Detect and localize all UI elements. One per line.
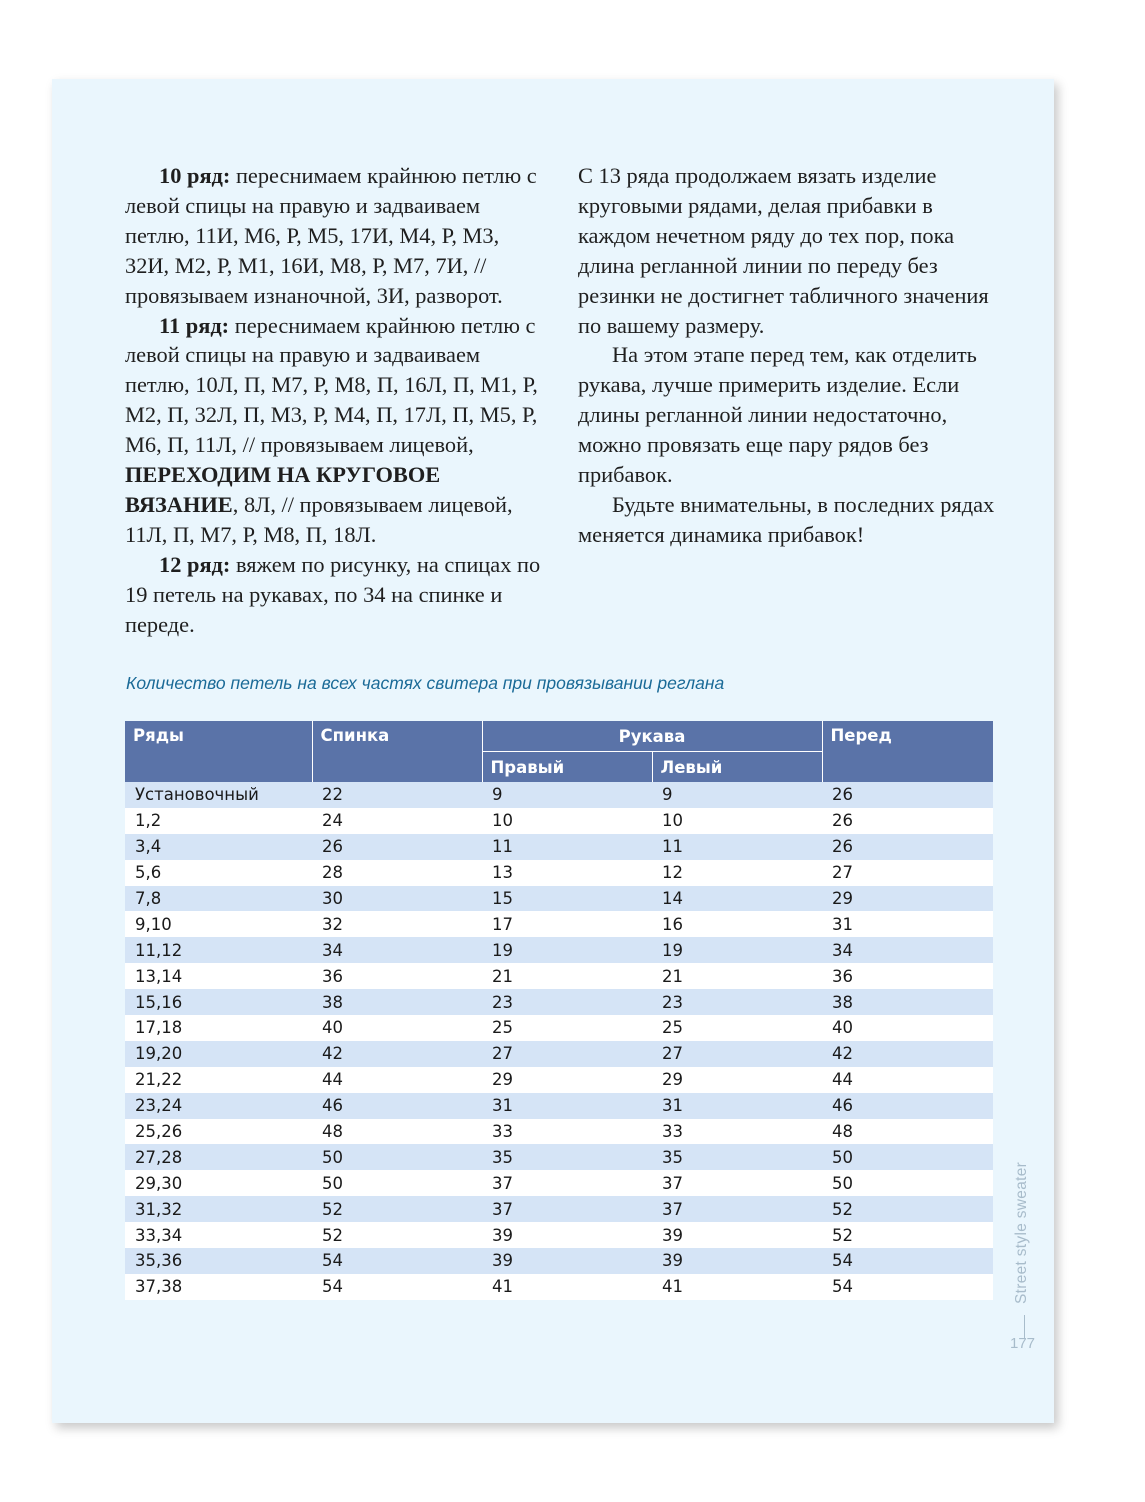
cell-right-sleeve: 35 <box>482 1144 652 1170</box>
cell-left-sleeve: 27 <box>652 1041 822 1067</box>
cell-left-sleeve: 29 <box>652 1067 822 1093</box>
cell-left-sleeve: 33 <box>652 1119 822 1145</box>
cell-rows: 27,28 <box>125 1144 312 1170</box>
book-page <box>52 79 1054 1423</box>
header-left-sleeve: Левый <box>652 752 822 783</box>
table-row <box>125 1067 993 1093</box>
cell-back: 52 <box>312 1222 482 1248</box>
cell-left-sleeve: 25 <box>652 1015 822 1041</box>
cell-front: 50 <box>822 1170 993 1196</box>
header-back: Спинка <box>312 721 482 782</box>
table-row <box>125 1170 993 1196</box>
book-section-title: Street style sweater <box>1013 1161 1030 1304</box>
row-11-text-before: переснимаем крайнюю петлю с левой спицы на правую и задваиваем петлю, 10Л, П, М7, Р, М8, П, 16Л, П, М1, Р, М2, П, 32Л, П, М3, Р, М4, П, 17Л, П, М5, Р, М6, П, 11Л, // провязываем лицевой, <box>125 312 538 458</box>
cell-rows: 37,38 <box>125 1274 312 1300</box>
cell-rows: 5,6 <box>125 860 312 886</box>
cell-right-sleeve: 27 <box>482 1041 652 1067</box>
row-12-text: вяжем по рисунку, на спицах по 19 петель на рукавах, по 34 на спинке и переде. <box>125 551 541 637</box>
cell-rows: 11,12 <box>125 937 312 963</box>
cell-rows: 29,30 <box>125 1170 312 1196</box>
cell-front: 42 <box>822 1041 993 1067</box>
cell-back: 30 <box>312 886 482 912</box>
cell-back: 48 <box>312 1119 482 1145</box>
cell-right-sleeve: 11 <box>482 834 652 860</box>
cell-front: 54 <box>822 1248 993 1274</box>
cell-left-sleeve: 16 <box>652 911 822 937</box>
row-10-text: переснимаем крайнюю петлю с левой спицы на правую и задваиваем петлю, 11И, М6, Р, М5, 17И, М4, Р, М3, 32И, М2, Р, М1, 16И, М8, Р, М7, 7И, // провязываем изнаночной, 3И, разворот. <box>125 163 537 308</box>
cell-front: 40 <box>822 1015 993 1041</box>
cell-back: 38 <box>312 989 482 1015</box>
cell-right-sleeve: 39 <box>482 1248 652 1274</box>
cell-left-sleeve: 35 <box>652 1144 822 1170</box>
cell-right-sleeve: 29 <box>482 1067 652 1093</box>
table-row <box>125 1093 993 1119</box>
cell-back: 24 <box>312 808 482 834</box>
header-sleeves: Рукава <box>482 721 822 752</box>
cell-front: 50 <box>822 1144 993 1170</box>
cell-right-sleeve: 10 <box>482 808 652 834</box>
table-row <box>125 782 993 808</box>
cell-front: 31 <box>822 911 993 937</box>
cell-left-sleeve: 9 <box>652 782 822 808</box>
cell-back: 40 <box>312 1015 482 1041</box>
cell-back: 26 <box>312 834 482 860</box>
cell-left-sleeve: 21 <box>652 963 822 989</box>
table-row <box>125 1015 993 1041</box>
cell-back: 50 <box>312 1144 482 1170</box>
cell-front: 54 <box>822 1274 993 1300</box>
cell-front: 44 <box>822 1067 993 1093</box>
cell-front: 52 <box>822 1222 993 1248</box>
cell-front: 46 <box>822 1093 993 1119</box>
row-11-text-after: , 8Л, // провязываем лицевой, 11Л, П, М7, Р, М8, П, 18Л. <box>125 491 513 547</box>
row-11-label: 11 ряд: <box>159 312 230 338</box>
table-row <box>125 989 993 1015</box>
cell-back: 44 <box>312 1067 482 1093</box>
row-12-label: 12 ряд: <box>159 551 231 577</box>
cell-left-sleeve: 12 <box>652 860 822 886</box>
cell-front: 26 <box>822 808 993 834</box>
cell-right-sleeve: 23 <box>482 989 652 1015</box>
table-caption: Количество петель на всех частях свитера при провязывании реглана <box>126 673 725 693</box>
cell-front: 29 <box>822 886 993 912</box>
cell-rows: 21,22 <box>125 1067 312 1093</box>
cell-left-sleeve: 19 <box>652 937 822 963</box>
cell-right-sleeve: 15 <box>482 886 652 912</box>
cell-back: 52 <box>312 1196 482 1222</box>
cell-front: 34 <box>822 937 993 963</box>
cell-right-sleeve: 39 <box>482 1222 652 1248</box>
cell-front: 52 <box>822 1196 993 1222</box>
table-row <box>125 1041 993 1067</box>
cell-right-sleeve: 17 <box>482 911 652 937</box>
cell-right-sleeve: 41 <box>482 1274 652 1300</box>
left-text-column <box>125 161 545 640</box>
table-row <box>125 1144 993 1170</box>
table-row <box>125 1222 993 1248</box>
cell-rows: 23,24 <box>125 1093 312 1119</box>
cell-left-sleeve: 23 <box>652 989 822 1015</box>
cell-rows: 31,32 <box>125 1196 312 1222</box>
table-row <box>125 1196 993 1222</box>
header-right-sleeve: Правый <box>482 752 652 783</box>
cell-right-sleeve: 19 <box>482 937 652 963</box>
cell-rows: 3,4 <box>125 834 312 860</box>
table-body <box>125 782 993 1300</box>
cell-front: 48 <box>822 1119 993 1145</box>
table-row <box>125 808 993 834</box>
cell-right-sleeve: 25 <box>482 1015 652 1041</box>
cell-rows: 9,10 <box>125 911 312 937</box>
cell-left-sleeve: 37 <box>652 1170 822 1196</box>
cell-rows: 13,14 <box>125 963 312 989</box>
cell-left-sleeve: 41 <box>652 1274 822 1300</box>
cell-back: 32 <box>312 911 482 937</box>
cell-right-sleeve: 37 <box>482 1196 652 1222</box>
cell-rows: 25,26 <box>125 1119 312 1145</box>
cell-back: 42 <box>312 1041 482 1067</box>
cell-left-sleeve: 14 <box>652 886 822 912</box>
cell-left-sleeve: 39 <box>652 1248 822 1274</box>
table-row <box>125 963 993 989</box>
cell-right-sleeve: 9 <box>482 782 652 808</box>
cell-right-sleeve: 33 <box>482 1119 652 1145</box>
cell-rows: 33,34 <box>125 1222 312 1248</box>
cell-right-sleeve: 21 <box>482 963 652 989</box>
cell-back: 36 <box>312 963 482 989</box>
table-row <box>125 834 993 860</box>
table-row <box>125 1274 993 1300</box>
cell-back: 22 <box>312 782 482 808</box>
table-row <box>125 1119 993 1145</box>
cell-rows: 15,16 <box>125 989 312 1015</box>
header-rows: Ряды <box>125 721 312 782</box>
table-row <box>125 1248 993 1274</box>
row-11-paragraph <box>125 311 545 550</box>
cell-right-sleeve: 31 <box>482 1093 652 1119</box>
cell-rows: Установочный <box>125 782 312 808</box>
cell-front: 36 <box>822 963 993 989</box>
row-11-bold-text: ПЕРЕХОДИМ НА КРУГОВОЕ ВЯЗАНИЕ <box>125 462 441 517</box>
cell-rows: 35,36 <box>125 1248 312 1274</box>
table-row <box>125 911 993 937</box>
warning-paragraph: Будьте внимательны, в последних рядах меняется динамика прибавок! <box>578 491 995 547</box>
cell-back: 54 <box>312 1274 482 1300</box>
cell-rows: 1,2 <box>125 808 312 834</box>
cell-left-sleeve: 39 <box>652 1222 822 1248</box>
row-10-label: 10 ряд: <box>159 163 231 188</box>
right-text-column <box>578 161 998 550</box>
cell-front: 26 <box>822 834 993 860</box>
table-row <box>125 860 993 886</box>
cell-rows: 19,20 <box>125 1041 312 1067</box>
cell-left-sleeve: 31 <box>652 1093 822 1119</box>
stitch-count-table <box>125 721 993 1300</box>
cell-front: 26 <box>822 782 993 808</box>
continuation-paragraph: С 13 ряда продолжаем вязать изделие круговыми рядами, делая прибавки в каждом нечетном ряду до тех пор, пока длина регланной линии по переду без резинки не достигнет табличного значения по вашему размеру. <box>578 163 989 338</box>
table-row <box>125 937 993 963</box>
cell-back: 54 <box>312 1248 482 1274</box>
cell-left-sleeve: 11 <box>652 834 822 860</box>
row-12-paragraph <box>125 550 545 640</box>
fitting-paragraph: На этом этапе перед тем, как отделить рукава, лучше примерить изделие. Если длины регланной линии недостаточно, можно провязать еще пару рядов без прибавок. <box>578 342 977 488</box>
cell-left-sleeve: 37 <box>652 1196 822 1222</box>
cell-front: 38 <box>822 989 993 1015</box>
table-row <box>125 886 993 912</box>
cell-front: 27 <box>822 860 993 886</box>
cell-right-sleeve: 37 <box>482 1170 652 1196</box>
cell-rows: 7,8 <box>125 886 312 912</box>
cell-back: 34 <box>312 937 482 963</box>
header-front: Перед <box>822 721 993 782</box>
cell-back: 46 <box>312 1093 482 1119</box>
cell-left-sleeve: 10 <box>652 808 822 834</box>
row-10-paragraph <box>125 161 545 311</box>
cell-rows: 17,18 <box>125 1015 312 1041</box>
cell-right-sleeve: 13 <box>482 860 652 886</box>
page-number: 177 <box>1010 1335 1036 1352</box>
cell-back: 50 <box>312 1170 482 1196</box>
cell-back: 28 <box>312 860 482 886</box>
